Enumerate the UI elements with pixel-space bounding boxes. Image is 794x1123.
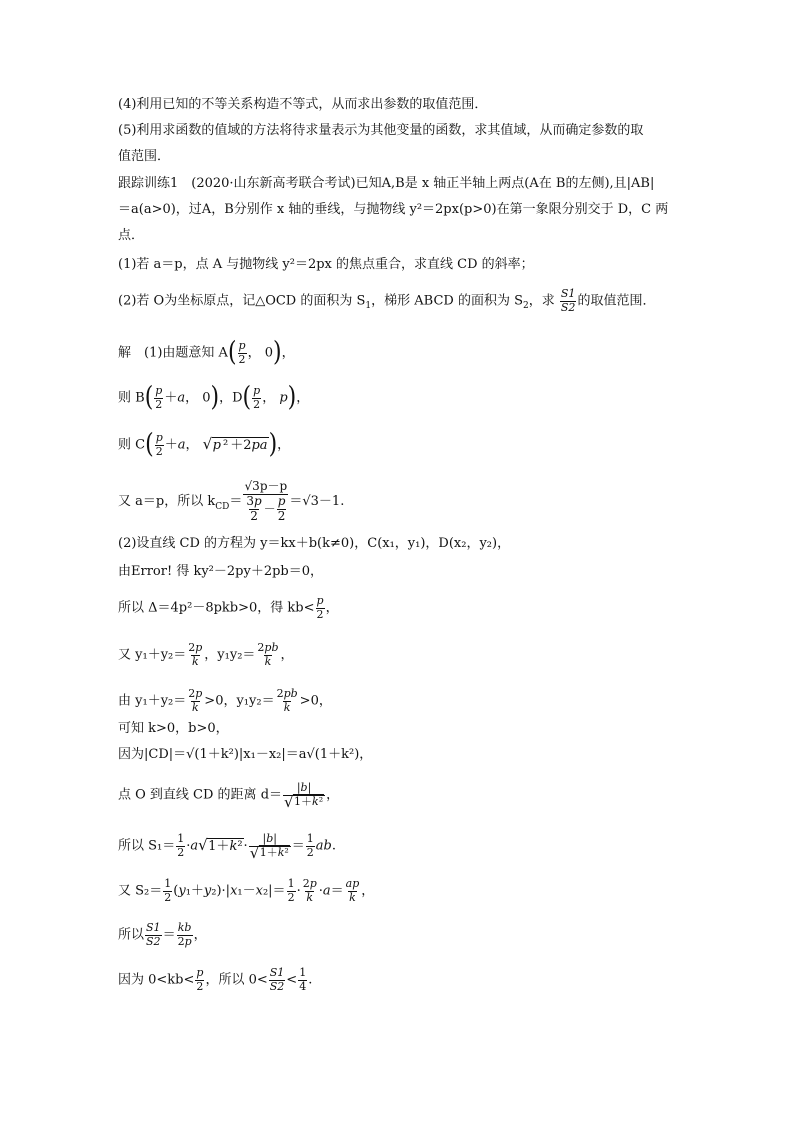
solution-step-11: 因为|CD|＝√(1＋k²)|x₁－x₂|＝a√(1＋k²)， <box>118 747 373 762</box>
intro-item-5-line2: 值范围． <box>118 149 171 164</box>
solution-step-14: 又 S₂＝ $\frac{1}{2}$ (y₁＋y₂)·|x₁－x₂|＝ $\frac{1}{2}$ · $\frac{2p}{k}$ ·a＝ $\frac{ap}{k}$ ， <box>118 877 375 904</box>
solution-step-5: (2)设直线 CD 的方程为 y＝kx＋b(k≠0)，C(x₁，y₁)，D(x₂，y₂)， <box>118 536 511 551</box>
ratio-fraction: $\frac{S1}{S2}$ <box>560 287 576 314</box>
intro-item-4: (4)利用已知的不等关系构造不等式，从而求出参数的取值范围． <box>118 97 488 112</box>
solution-step-9: 由 y₁＋y₂＝ $\frac{2p}{k}$ >0，y₁y₂＝ $\frac{2pb}{k}$ >0， <box>118 687 332 714</box>
question-1: (1)若 a＝p，点 A 与抛物线 y²＝2px 的焦点重合，求直线 CD 的斜率； <box>118 257 534 272</box>
solution-step-15: 所以 $\frac{S1}{S2}$ ＝ $\frac{kb}{2p}$ ， <box>118 921 207 948</box>
problem-statement-line1: 跟踪训练1 (2020·山东新高考联合考试)已知A,B是 x 轴正半轴上两点(A在 B的左侧),且|AB| <box>118 176 655 191</box>
problem-statement-line3: 点． <box>118 228 145 243</box>
solution-step-4: 又 a＝p，所以 $k_{CD}=$ √3p－p $\frac{3p}{2}$ － $\frac{p}{2}$ ＝√3－1. <box>118 479 345 523</box>
solution-step-10: 可知 k>0，b>0， <box>118 721 229 736</box>
question-2: (2)若 O为坐标原点，记△OCD 的面积为 $S_1$，梯形 ABCD 的面积为 $S_2$，求 $\frac{S1}{S2}$ 的取值范围． <box>118 287 656 314</box>
question-2-text-c: ，求 <box>528 293 555 309</box>
question-2-text-d: 的取值范围． <box>577 293 656 309</box>
solution-step-1: 解 (1)由题意知 A( $\frac{p}{2}$ ， 0)， <box>118 336 295 369</box>
solution-step-16: 因为 0<kb< $\frac{p}{2}$ ，所以 0< $\frac{S1}{S2}$ < $\frac{1}{4}$ . <box>118 966 313 993</box>
solution-step-13: 所以 S₁＝ $\frac{1}{2}$ ·a√ 1＋k²· |b| √ 1＋k² ＝ $\frac{1}{2}$ ab. <box>118 833 336 859</box>
solution-step-7: 所以 Δ＝4p²－8pkb>0，得 kb< $\frac{p}{2}$ ， <box>118 594 339 621</box>
solution-step-2: 则 B( $\frac{p}{2}$ ＋a， 0)，D( $\frac{p}{2}$ ， p)， <box>118 381 310 414</box>
question-2-text-b: ，梯形 ABCD 的面积为 S <box>371 293 523 309</box>
solution-step-8: 又 y₁＋y₂＝ $\frac{2p}{k}$ ，y₁y₂＝ $\frac{2pb}{k}$ ， <box>118 641 294 668</box>
solution-step-3: 则 C( $\frac{p}{2}$ ＋a， √ p ² ＋2pa)， <box>118 432 290 458</box>
solution-step-12: 点 O 到直线 CD 的距离 d＝ |b| √ 1＋k² ， <box>118 782 339 808</box>
question-2-text-a: (2)若 O为坐标原点，记△OCD 的面积为 S <box>118 293 366 309</box>
problem-statement-line2: ＝a(a>0)，过A，B分别作 x 轴的垂线，与抛物线 y²＝2px(p>0)在第一象限分别交于 D，C 两 <box>118 202 669 217</box>
intro-item-5-line1: (5)利用求函数的值域的方法将待求量表示为其他变量的函数，求其值域，从而确定参数的取 <box>118 123 644 138</box>
solution-step-6: 由Error! 得 ky²－2py＋2pb＝0， <box>118 564 324 579</box>
